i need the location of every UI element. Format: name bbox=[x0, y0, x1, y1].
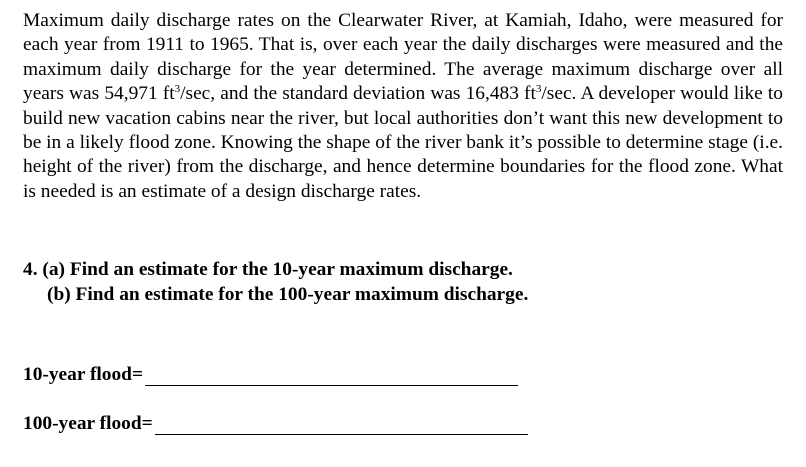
problem-text-2: /sec, and the standard deviation was 16,483 ft bbox=[180, 83, 536, 105]
hundred-year-answer-blank[interactable] bbox=[155, 414, 528, 435]
problem-text-1: Maximum daily discharge rates on the Clearwater River, at Kamiah, Idaho, were measured for each year from 1911 to 1965. That is, over each year the daily discharges were measured and the maximum daily discharge for the year determined. The average maximum discharge over all years was 54,971 ft bbox=[23, 10, 783, 105]
cubic-superscript-1: 3 bbox=[174, 83, 181, 96]
problem-text-3: /sec. A developer would like to build new vacation cabins near the river, but local authorities don’t want this new development to be in a likely flood zone. Knowing the shape of the river bank it’s possible to determine stage (i.e. height of the river) from the discharge, and hence determine boundaries for the flood zone. What is needed is an estimate of a design discharge rates. bbox=[23, 83, 783, 202]
problem-statement bbox=[23, 9, 783, 204]
question-part-a: 4. (a) Find an estimate for the 10-year maximum discharge. bbox=[23, 259, 513, 280]
ten-year-answer-row bbox=[23, 364, 518, 386]
document-page bbox=[23, 9, 783, 434]
question-part-b: (b) Find an estimate for the 100-year maximum discharge. bbox=[47, 283, 529, 305]
ten-year-answer-blank[interactable] bbox=[145, 365, 518, 386]
hundred-year-answer-row bbox=[23, 413, 528, 435]
hundred-year-flood-label: 100-year flood= bbox=[23, 413, 153, 434]
ten-year-flood-label: 10-year flood= bbox=[23, 364, 144, 385]
cubic-superscript-2: 3 bbox=[535, 83, 542, 96]
question-block bbox=[23, 258, 528, 307]
